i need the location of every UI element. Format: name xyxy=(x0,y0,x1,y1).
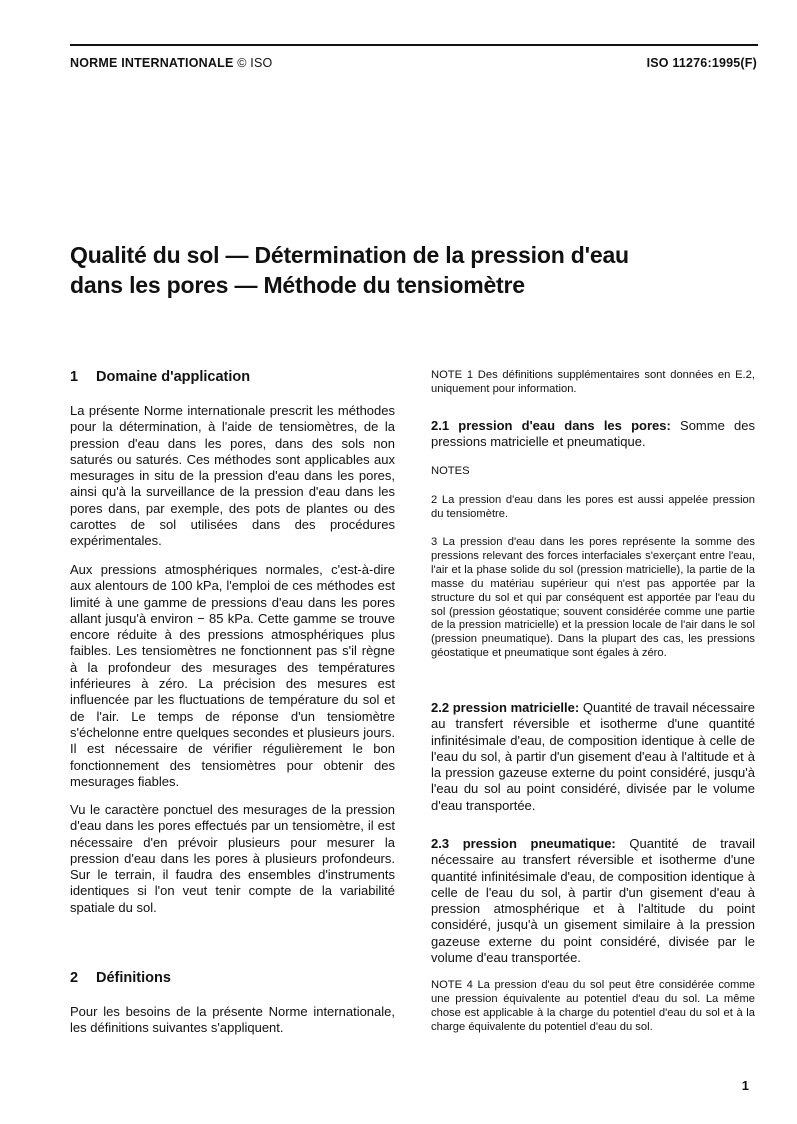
definition-2-3-text: Quantité de travail nécessaire au transfert réversible et isotherme d'une quantité infinitésimale d'eau, de composition identique à celle de l'eau du sol, à partir d'un gisement d'eau à pression atmosphérique et à l'altitude du point considéré, jusqu'à un gisement similaire à la pression gazeuse externe du point considéré, divisée par le volume d'eau transportée. xyxy=(431,836,755,966)
section-2-title: Définitions xyxy=(96,970,171,986)
header-standard-label: NORME INTERNATIONALE xyxy=(70,56,234,70)
definition-2-1-text: Somme des pressions matricielle et pneumatique. xyxy=(431,418,755,450)
note-3: 3 La pression d'eau dans les pores représente la somme des pressions relevant des forces interfaciales s'exerçant entre l'eau, l'air et la phase solide du sol (pression matricielle), la partie de la masse du matériau supérieur qui n'est pas apportée par la structure du sol et qui par conséquent est apportée par l'eau du sol (pression géostatique; souvent considérée comme une partie de la pression matricielle) et la pression locale de l'air dans le sol (pression pneumatique). Dans la plupart des cas, les pressions géostatique et pneumatique sont égales à zéro. xyxy=(431,536,755,660)
section-2-paragraph-1: Pour les besoins de la présente Norme internationale, les définitions suivantes s'appliquent. xyxy=(70,1004,395,1036)
header-rule xyxy=(70,44,758,46)
document-title xyxy=(70,240,629,300)
note-1: NOTE 1 Des définitions supplémentaires sont données en E.2, uniquement pour information. xyxy=(431,369,755,395)
definition-2-2 xyxy=(431,700,755,814)
header-standard-number: ISO 11276:1995(F) xyxy=(646,56,757,70)
note-2: 2 La pression d'eau dans les pores est aussi appelée pression du tensiomètre. xyxy=(431,494,755,520)
section-1-paragraph-3: Vu le caractère ponctuel des mesurages de la pression d'eau dans les pores effectués par un tensiomètre, il est nécessaire d'en prévoir plusieurs pour mesurer la pression d'eau dans les pores à plusieurs profondeurs. Sur le terrain, il faudra des ensembles d'instruments identiques si l'on veut tenir compte de la variabilité spatiale du sol. xyxy=(70,802,395,915)
note-4: NOTE 4 La pression d'eau du sol peut être considérée comme une pression équivalente au potentiel d'eau du sol. La même chose est applicable à la charge du potentiel d'eau du sol et à la charge équivalente du potentiel d'eau du sol. xyxy=(431,979,755,1033)
definition-2-2-term: 2.2 pression matricielle: xyxy=(431,700,580,715)
section-1-heading xyxy=(70,369,250,385)
notes-label: NOTES xyxy=(431,465,470,477)
section-2-number: 2 xyxy=(70,970,79,986)
page-number: 1 xyxy=(741,1078,749,1093)
section-1-number: 1 xyxy=(70,369,79,385)
header-copyright: © ISO xyxy=(237,56,273,70)
header-left xyxy=(70,56,272,70)
section-1-paragraph-1: La présente Norme internationale prescrit les méthodes pour la détermination, à l'aide de tensiomètres, de la pression d'eau dans les pores, dans des sols non saturés ou saturés. Ces méthodes sont applicables aux mesurages in situ de la pression d'eau dans les pores, ainsi qu'à la surveillance de la pression d'eau dans les pores dans, par exemple, des pots de plantes ou des carottes de sol utilisées dans des procédures expérimentales. xyxy=(70,403,395,549)
title-line-2: dans les pores — Méthode du tensiomètre xyxy=(70,272,525,298)
definition-2-1-term: 2.1 pression d'eau dans les pores: xyxy=(431,418,671,433)
section-1-title: Domaine d'application xyxy=(96,369,251,385)
definition-2-1 xyxy=(431,418,755,451)
title-line-1: Qualité du sol — Détermination de la pression d'eau xyxy=(70,242,629,268)
definition-2-2-text: Quantité de travail nécessaire au transfert réversible et isotherme d'une quantité infinitésimale d'eau, de composition identique à celle de l'eau du sol, à partir d'un gisement d'eau à l'altitude et à la pression gazeuse externe du point considéré, jusqu'à l'eau du sol au point considéré, divisée par le volume d'eau transportée. xyxy=(431,700,755,813)
definition-2-3-term: 2.3 pression pneumatique: xyxy=(431,836,616,851)
section-2-heading xyxy=(70,970,171,986)
section-1-paragraph-2: Aux pressions atmosphériques normales, c'est-à-dire aux alentours de 100 kPa, l'emploi de ces méthodes est limité à une gamme de pressions d'eau dans les pores allant jusqu'à environ − 85 kPa. Cette gamme se trouve encore réduite à des pressions atmosphériques plus faibles. Les tensiomètres ne fonctionnent pas s'il règne à la profondeur des mesurages des températures inférieures à zéro. La précision des mesures est influencée par les fluctuations de température du sol et de l'air. Le temps de réponse d'un tensiomètre s'échelonne entre quelques secondes et plusieurs jours. Il est nécessaire de vérifier régulièrement le bon fonctionnement des tensiomètres pour obtenir des mesurages fiables. xyxy=(70,562,395,789)
definition-2-3 xyxy=(431,836,755,966)
